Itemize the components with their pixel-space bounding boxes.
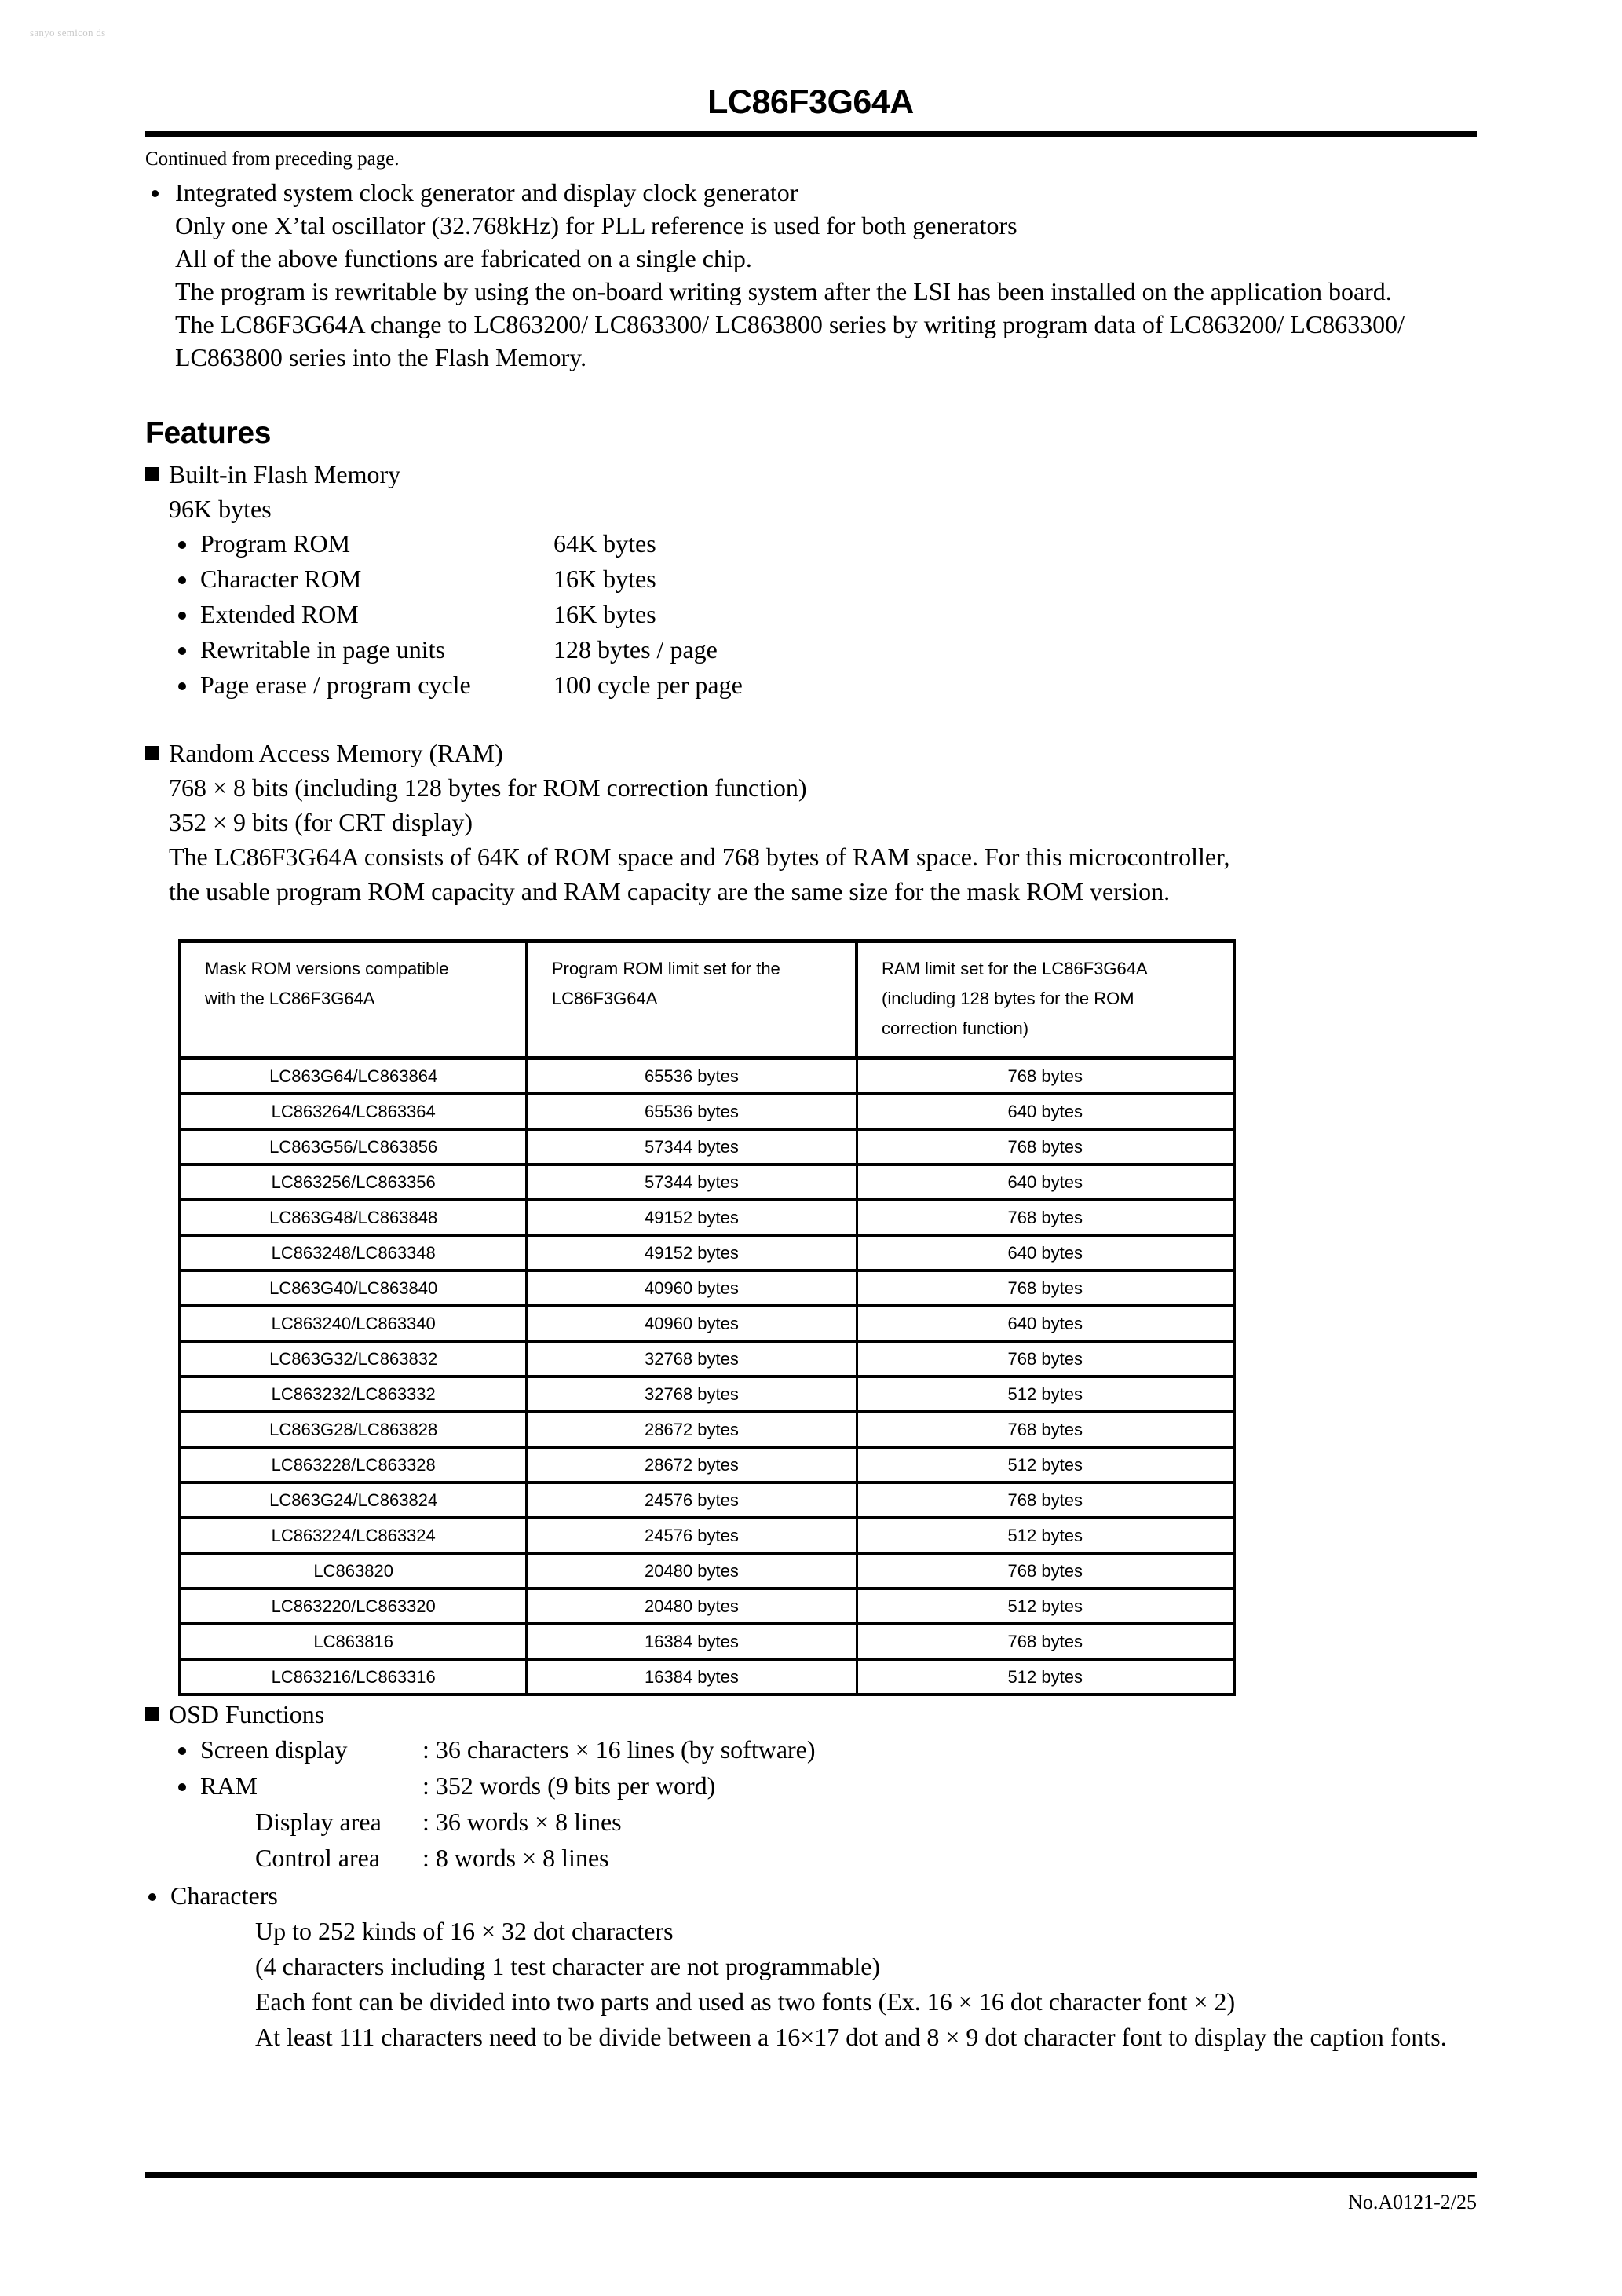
cell-rom: 40960 bytes <box>527 1270 857 1306</box>
characters-heading <box>145 1877 1480 1914</box>
osd-sub-label: Control area <box>255 1844 381 1872</box>
cell-part: LC863G64/LC863864 <box>180 1058 527 1095</box>
table-row <box>180 1164 1234 1200</box>
cell-rom: 28672 bytes <box>527 1412 857 1447</box>
feature-label: Character ROM <box>200 565 362 593</box>
cell-ram: 512 bytes <box>857 1589 1234 1624</box>
cell-ram: 768 bytes <box>857 1341 1234 1377</box>
cell-part: LC863232/LC863332 <box>180 1377 527 1412</box>
page-title: LC86F3G64A <box>707 83 914 121</box>
intro-line-4: The program is rewritable by using the on-board writing system after the LSI has been installed on the application board. <box>175 277 1392 305</box>
bullet-dot-icon <box>178 576 186 584</box>
cell-part: LC863240/LC863340 <box>180 1306 527 1341</box>
header-line: with the LC86F3G64A <box>205 989 375 1008</box>
cell-ram: 512 bytes <box>857 1518 1234 1553</box>
table-header <box>180 941 1234 1058</box>
cell-ram: 768 bytes <box>857 1553 1234 1589</box>
ram-line-3: The LC86F3G64A consists of 64K of ROM space and 768 bytes of RAM space. For this microcontroller, <box>169 843 1230 871</box>
cell-ram: 768 bytes <box>857 1483 1234 1518</box>
continued-note: Continued from preceding page. <box>145 148 400 170</box>
flash-memory-section-title <box>145 457 1480 492</box>
rom-capacity-table <box>178 939 1236 1696</box>
intro-section <box>145 148 1480 909</box>
bullet-dot-icon <box>178 1783 186 1791</box>
cell-ram: 768 bytes <box>857 1412 1234 1447</box>
table-row <box>180 1412 1234 1447</box>
square-bullet-icon <box>145 467 159 481</box>
header-line: correction function) <box>882 1018 1029 1038</box>
cell-rom: 57344 bytes <box>527 1164 857 1200</box>
table-row <box>180 1058 1234 1095</box>
cell-rom: 16384 bytes <box>527 1659 857 1695</box>
cell-rom: 24576 bytes <box>527 1518 857 1553</box>
bullet-dot-icon <box>178 612 186 620</box>
table-row <box>180 1200 1234 1235</box>
feature-value: 64K bytes <box>553 529 656 558</box>
corner-watermark: sanyo semicon ds <box>30 27 106 38</box>
characters-line: Up to 252 kinds of 16 × 32 dot characters <box>255 1917 674 1945</box>
cell-rom: 40960 bytes <box>527 1306 857 1341</box>
osd-row-label: RAM <box>200 1771 258 1800</box>
cell-part: LC863G32/LC863832 <box>180 1341 527 1377</box>
cell-ram: 640 bytes <box>857 1235 1234 1270</box>
osd-sub-row <box>145 1804 1480 1840</box>
table-header-cell-program-rom <box>527 941 857 1058</box>
cell-part: LC863248/LC863348 <box>180 1235 527 1270</box>
cell-ram: 512 bytes <box>857 1377 1234 1412</box>
cell-part: LC863264/LC863364 <box>180 1094 527 1129</box>
osd-section-title <box>145 1697 1480 1731</box>
characters-line: (4 characters including 1 test character are not programmable) <box>255 1952 881 1980</box>
osd-row-value: : 352 words (9 bits per word) <box>422 1771 716 1800</box>
feature-label: Program ROM <box>200 529 351 558</box>
bullet-dot-icon <box>148 1893 156 1901</box>
table-row <box>180 1447 1234 1483</box>
feature-label: Page erase / program cycle <box>200 671 471 699</box>
feature-row <box>145 526 1480 561</box>
cell-rom: 16384 bytes <box>527 1624 857 1659</box>
header-line: Program ROM limit set for the <box>551 959 780 978</box>
cell-ram: 640 bytes <box>857 1164 1234 1200</box>
table-row <box>180 1518 1234 1553</box>
table-row <box>180 1129 1234 1164</box>
feature-value: 16K bytes <box>553 600 656 628</box>
header-line: RAM limit set for the LC86F3G64A <box>882 959 1148 978</box>
table-row <box>180 1377 1234 1412</box>
bullet-dot-icon <box>178 682 186 690</box>
feature-value: 128 bytes / page <box>553 635 718 664</box>
table-row <box>180 1659 1234 1695</box>
square-bullet-icon <box>145 746 159 760</box>
cell-rom: 20480 bytes <box>527 1553 857 1589</box>
cell-rom: 65536 bytes <box>527 1058 857 1095</box>
feature-row <box>145 632 1480 667</box>
osd-row <box>145 1768 1480 1804</box>
table-body <box>180 1058 1234 1695</box>
feature-row <box>145 561 1480 597</box>
cell-rom: 49152 bytes <box>527 1200 857 1235</box>
cell-rom: 65536 bytes <box>527 1094 857 1129</box>
table-header-cell-ram-limit <box>857 941 1234 1058</box>
osd-section <box>145 1692 1480 2055</box>
intro-line-5: The LC86F3G64A change to LC863200/ LC863300/ LC863800 series by writing program data of LC863200/ LC863300/ LC863800 series into the Flash Memory. <box>175 310 1405 371</box>
feature-label: Extended ROM <box>200 600 359 628</box>
ram-section-title <box>145 736 1480 770</box>
ram-line-4: the usable program ROM capacity and RAM capacity are the same size for the mask ROM version. <box>169 877 1171 905</box>
bullet-dot-icon <box>178 647 186 655</box>
header-line: Mask ROM versions compatible <box>205 959 449 978</box>
cell-part: LC863G40/LC863840 <box>180 1270 527 1306</box>
header-line: LC86F3G64A <box>551 989 658 1008</box>
table-row <box>180 1270 1234 1306</box>
footer-page-ref: No.A0121-2/25 <box>1348 2191 1477 2214</box>
cell-rom: 57344 bytes <box>527 1129 857 1164</box>
table-row <box>180 1483 1234 1518</box>
osd-sub-value: : 36 words × 8 lines <box>422 1808 622 1836</box>
intro-line-1: Integrated system clock generator and display clock generator <box>175 178 798 207</box>
cell-part: LC863228/LC863328 <box>180 1447 527 1483</box>
header-line: (including 128 bytes for the ROM <box>882 989 1134 1008</box>
features-heading: Features <box>145 416 272 450</box>
header-divider <box>145 131 1477 137</box>
intro-bullet <box>145 176 1480 374</box>
osd-row-value: : 36 characters × 16 lines (by software) <box>422 1735 816 1764</box>
characters-line: At least 111 characters need to be divide between a 16×17 dot and 8 × 9 dot character font to display the caption fonts. <box>255 2023 1447 2051</box>
table-row <box>180 1553 1234 1589</box>
cell-ram: 768 bytes <box>857 1058 1234 1095</box>
cell-rom: 49152 bytes <box>527 1235 857 1270</box>
table-row <box>180 1341 1234 1377</box>
square-bullet-icon <box>145 1707 159 1721</box>
feature-row <box>145 597 1480 632</box>
table-row <box>180 1589 1234 1624</box>
characters-label: Characters <box>170 1881 278 1910</box>
osd-label: OSD Functions <box>169 1700 325 1728</box>
flash-total-size: 96K bytes <box>169 495 272 523</box>
cell-part: LC863G56/LC863856 <box>180 1129 527 1164</box>
intro-line-2: Only one X’tal oscillator (32.768kHz) for PLL reference is used for both generators <box>175 211 1017 239</box>
cell-part: LC863224/LC863324 <box>180 1518 527 1553</box>
cell-rom: 32768 bytes <box>527 1377 857 1412</box>
cell-ram: 640 bytes <box>857 1094 1234 1129</box>
ram-label: Random Access Memory (RAM) <box>169 739 503 767</box>
cell-rom: 32768 bytes <box>527 1341 857 1377</box>
table-row <box>180 1306 1234 1341</box>
feature-value: 100 cycle per page <box>553 671 743 699</box>
characters-line: Each font can be divided into two parts and used as two fonts (Ex. 16 × 16 dot character font × 2) <box>255 1987 1236 2016</box>
table-header-row <box>180 941 1234 1058</box>
osd-row <box>145 1731 1480 1768</box>
cell-part: LC863816 <box>180 1624 527 1659</box>
feature-label: Rewritable in page units <box>200 635 445 664</box>
osd-sub-value: : 8 words × 8 lines <box>422 1844 609 1872</box>
table-row <box>180 1235 1234 1270</box>
bullet-dot-icon <box>178 1747 186 1755</box>
table-row <box>180 1624 1234 1659</box>
cell-ram: 768 bytes <box>857 1624 1234 1659</box>
cell-rom: 28672 bytes <box>527 1447 857 1483</box>
bullet-dot-icon <box>152 190 159 197</box>
cell-part: LC863216/LC863316 <box>180 1659 527 1695</box>
cell-part: LC863256/LC863356 <box>180 1164 527 1200</box>
cell-ram: 512 bytes <box>857 1447 1234 1483</box>
osd-row-label: Screen display <box>200 1735 348 1764</box>
cell-part: LC863G28/LC863828 <box>180 1412 527 1447</box>
feature-value: 16K bytes <box>553 565 656 593</box>
intro-line-3: All of the above functions are fabricated on a single chip. <box>175 244 752 272</box>
cell-ram: 640 bytes <box>857 1306 1234 1341</box>
cell-part: LC863820 <box>180 1553 527 1589</box>
osd-sub-label: Display area <box>255 1808 382 1836</box>
flash-memory-label: Built-in Flash Memory <box>169 460 401 488</box>
footer-divider <box>145 2172 1477 2178</box>
cell-ram: 768 bytes <box>857 1129 1234 1164</box>
cell-ram: 512 bytes <box>857 1659 1234 1695</box>
cell-part: LC863G24/LC863824 <box>180 1483 527 1518</box>
cell-ram: 768 bytes <box>857 1200 1234 1235</box>
cell-part: LC863220/LC863320 <box>180 1589 527 1624</box>
cell-part: LC863G48/LC863848 <box>180 1200 527 1235</box>
feature-row <box>145 667 1480 703</box>
table-header-cell-mask-rom <box>180 941 527 1058</box>
ram-line-1: 768 × 8 bits (including 128 bytes for ROM correction function) <box>169 773 807 802</box>
ram-line-2: 352 × 9 bits (for CRT display) <box>169 808 473 836</box>
cell-rom: 20480 bytes <box>527 1589 857 1624</box>
bullet-dot-icon <box>178 541 186 549</box>
characters-lines <box>145 1914 1480 2055</box>
osd-sub-row <box>145 1840 1480 1876</box>
cell-ram: 768 bytes <box>857 1270 1234 1306</box>
cell-rom: 24576 bytes <box>527 1483 857 1518</box>
table-row <box>180 1094 1234 1129</box>
